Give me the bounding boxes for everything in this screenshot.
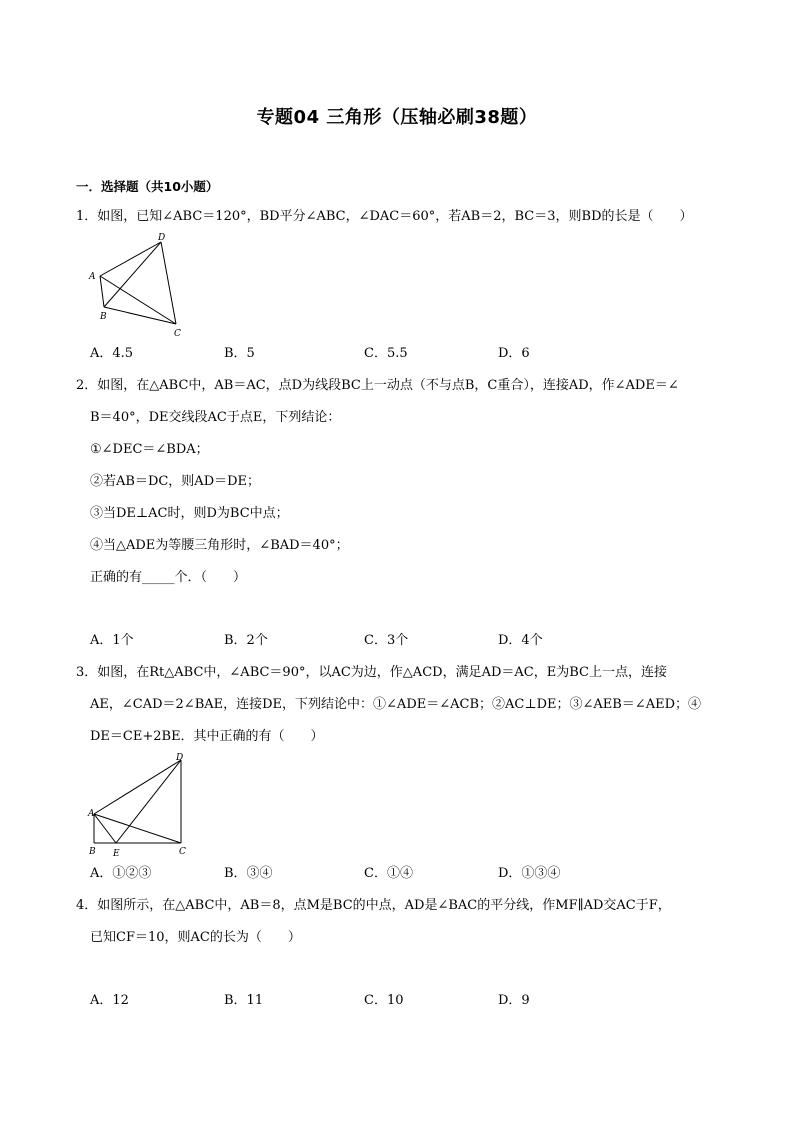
question-2-statement-3: ③当DE⊥AC时，则D为BC中点； [90,506,289,521]
question-2-prompt: 正确的有_____个．（ ） [90,570,247,585]
question-1-stem: 1．如图，已知∠ABC＝120°，BD平分∠ABC，∠DAC＝60°，若AB＝2，BC＝3，则BD的长是（ ） [76,209,693,224]
segment-ac [94,814,181,843]
q2-option-a[interactable]: A．1个 [90,633,134,648]
section-heading: 一．选择题（共10小题） [76,179,219,194]
q1-option-d[interactable]: D．6 [498,346,530,361]
segment-de [116,760,181,843]
q2-option-b[interactable]: B．2个 [224,633,268,648]
q4-option-c[interactable]: C．10 [364,993,404,1008]
page-title: 专题04 三角形（压轴必刷38题） [256,107,538,128]
segment-ac [100,276,176,324]
question-2-statement-1: ①∠DEC＝∠BDA； [90,442,209,457]
segment-ae [94,814,116,843]
question-3-stem-line-1: 3．如图，在Rt△ABC中，∠ABC＝90°，以AC为边，作△ACD，满足AD＝AC，E为BC上一点，连接 [76,665,667,680]
quadrilateral-diagram [86,232,196,340]
question-2-statement-4: ④当△ADE为等腰三角形时，∠BAD＝40°； [90,538,349,553]
segment-bd [104,242,161,307]
label-d: D [158,233,166,243]
q3-option-a[interactable]: A．①②③ [90,866,152,881]
question-1-figure [86,232,196,344]
segment-ad [94,760,181,814]
q1-option-c[interactable]: C．5.5 [364,346,408,361]
segment-ab [100,276,104,307]
q2-option-c[interactable]: C．3个 [364,633,409,648]
q4-option-b[interactable]: B．11 [224,993,264,1008]
q3-option-b[interactable]: B．③④ [224,866,273,881]
segment-da [100,242,161,276]
label-c: C [179,847,186,857]
label-a: A [89,272,96,282]
question-3-stem-line-2: AE，∠CAD＝2∠BAE，连接DE，下列结论中：①∠ADE＝∠ACB；②AC⊥DE；③∠AEB＝∠AED；④ [90,697,702,712]
q3-option-d[interactable]: D．①③④ [498,866,561,881]
label-b: B [89,847,96,857]
question-2-stem-line-1: 2．如图，在△ABC中，AB＝AC，点D为线段BC上一动点（不与点B，C重合），连接AD，作∠ADE＝∠ [76,378,679,393]
question-2-stem-line-2: B＝40°，DE交线段AC于点E，下列结论： [90,410,341,425]
q3-option-c[interactable]: C．①④ [364,866,413,881]
segment-cd [161,242,176,324]
question-2-statement-2: ②若AB＝DC，则AD＝DE； [90,474,261,489]
q1-option-a[interactable]: A．4.5 [90,346,134,361]
segment-bc [104,307,176,324]
label-e: E [113,849,120,859]
question-4-stem-line-2: 已知CF＝10，则AC的长为（ ） [90,930,301,945]
label-a: A [88,809,95,819]
question-4-stem-line-1: 4．如图所示，在△ABC中，AB＝8，点M是BC的中点，AD是∠BAC的平分线，作MF∥AD交AC于F， [76,898,671,913]
right-triangle-diagram [86,750,196,860]
q1-option-b[interactable]: B．5 [224,346,255,361]
label-c: C [174,329,181,339]
q2-option-d[interactable]: D．4个 [498,633,543,648]
q4-option-a[interactable]: A．12 [90,993,129,1008]
label-b: B [100,312,107,322]
question-3-figure [86,750,196,864]
label-d: D [176,753,184,763]
q4-option-d[interactable]: D．9 [498,993,530,1008]
question-3-stem-line-3: DE＝CE+2BE．其中正确的有（ ） [90,729,324,744]
